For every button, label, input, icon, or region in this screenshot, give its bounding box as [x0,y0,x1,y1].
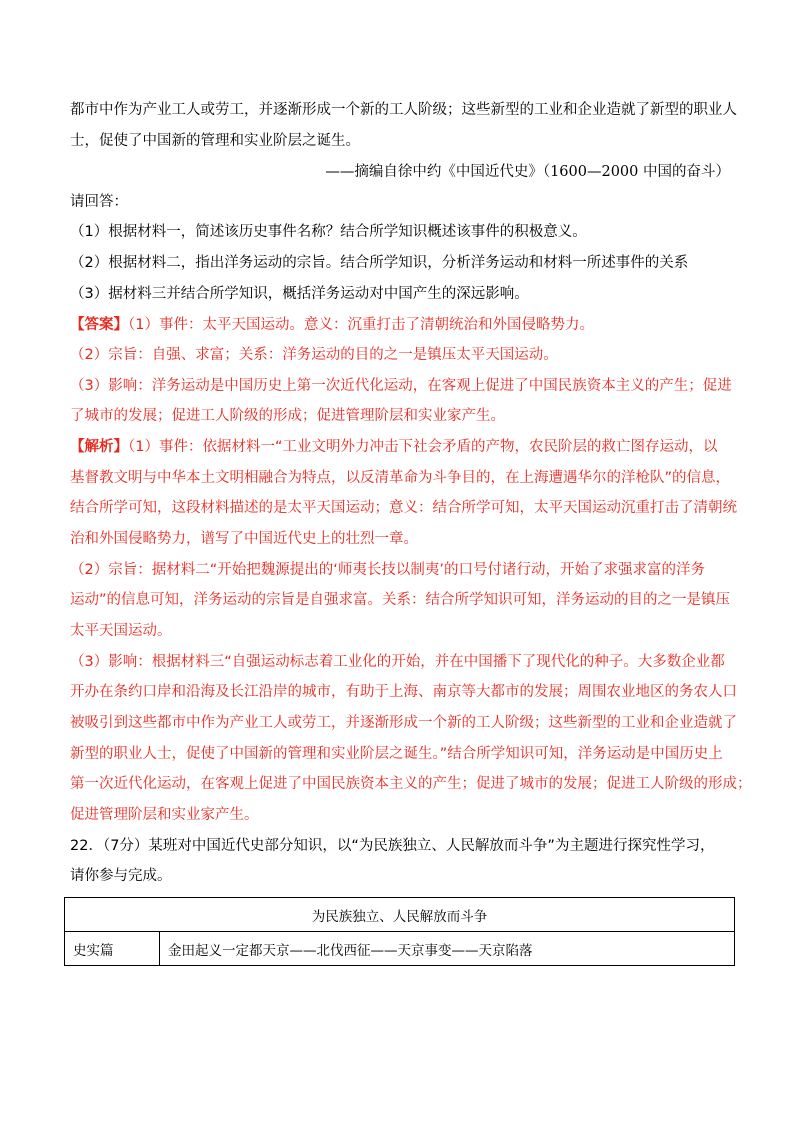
analysis-line-8: （3）影响：根据材料三“自强运动标志着工业化的开始，并在中国播下了现代化的种子。大多数企业都 [70,654,725,670]
analysis-text-1: （1）事件：依据材料一“工业文明外力冲击下社会矛盾的产物，农民阶层的救亡图存运动，以 [128,439,718,455]
analysis-line-12: 第一次近代化运动，在客观上促进了中国民族资本主义的产生；促进了城市的发展；促进工人阶级的形成； [70,776,752,792]
analysis-line-5: （2）宗旨：据材料二“开始把魏源提出的‘师夷长技以制夷’的口号付诸行动，开始了求强求富的洋务 [70,562,705,578]
analysis-line-11: 新型的职业人士，促使了中国新的管理和实业阶层之诞生。”结合所学知识可知，洋务运动是中国历史上 [70,746,723,762]
answer-line-3: （3）影响：洋务运动是中国历史上第一次近代化运动，在客观上促进了中国民族资本主义的产生；促进 [70,378,732,394]
analysis-line-6: 运动”的信息可知，洋务运动的宗旨是自强求富。关系：结合所学知识可知，洋务运动的目的之一是镇压 [70,592,731,608]
answer-line-4: 了城市的发展；促进工人阶级的形成；促进管理阶层和实业家产生。 [70,408,505,424]
question-2: （2）根据材料二，指出洋务运动的宗旨。结合所学知识，分析洋务运动和材料一所述事件的关系 [70,255,689,271]
table-header: 为民族独立、人民解放而斗争 [65,898,735,932]
analysis-line-10: 被吸引到这些都市中作为产业工人或劳工，并逐渐形成一个新的工人阶级；这些新型的工业和企业造就了 [70,715,737,731]
answer-prompt: 请回答： [70,194,128,210]
question-1: （1）根据材料一，简述该历史事件名称？结合所学知识概述该事件的积极意义。 [70,224,587,240]
row-value-history-facts: 金田起义一定都天京——北伐西征——天京事变——天京陷落 [160,932,735,966]
material-line-1: 都市中作为产业工人或劳工，并逐渐形成一个新的工人阶级；这些新型的工业和企业造就了新型的职业人 [70,102,737,118]
answer-line-2: （2）宗旨：自强、求富；关系：洋务运动的目的之一是镇压太平天国运动。 [70,347,558,363]
row-label-history-facts: 史实篇 [65,932,160,966]
answer-tag: 【答案】 [70,317,128,333]
table-row [65,898,735,932]
question-22-line-2: 请你参与完成。 [70,868,172,884]
material-line-2: 士，促使了中国新的管理和实业阶层之诞生。 [70,133,360,149]
analysis-line-4: 治和外国侵略势力，谱写了中国近代史上的壮烈一章。 [70,531,418,547]
analysis-line-1 [70,437,735,457]
analysis-line-13: 促进管理阶层和实业家产生。 [70,807,259,823]
analysis-line-2: 基督教文明与中华本土文明相融合为特点，以反清革命为斗争目的，在上海遭遇华尔的洋枪队”的信息， [70,470,731,486]
analysis-line-3: 结合所学可知，这段材料描述的是太平天国运动；意义：结合所学可知，太平天国运动沉重打击了清朝统 [70,500,737,516]
question-22-line-1: 22．（7分）某班对中国近代史部分知识，以“为民族独立、人民解放而斗争”为主题进行探究性学习， [70,838,715,854]
answer-text-1: （1）事件：太平天国运动。意义：沉重打击了清朝统治和外国侵略势力。 [128,317,594,333]
material-source: ——摘编自徐中约《中国近代史》（1600—2000 中国的奋斗） [325,164,730,180]
table-row [65,932,735,966]
answer-line-1 [70,315,735,335]
analysis-tag: 【解析】 [70,439,128,455]
question-3: （3）据材料三并结合所学知识，概括洋务运动对中国产生的深远影响。 [70,286,529,302]
analysis-line-9: 开办在条约口岸和沿海及长江沿岸的城市，有助于上海、南京等大都市的发展；周围农业地区的务农人口 [70,684,737,700]
topic-table [64,897,735,966]
analysis-line-7: 太平天国运动。 [70,623,172,639]
